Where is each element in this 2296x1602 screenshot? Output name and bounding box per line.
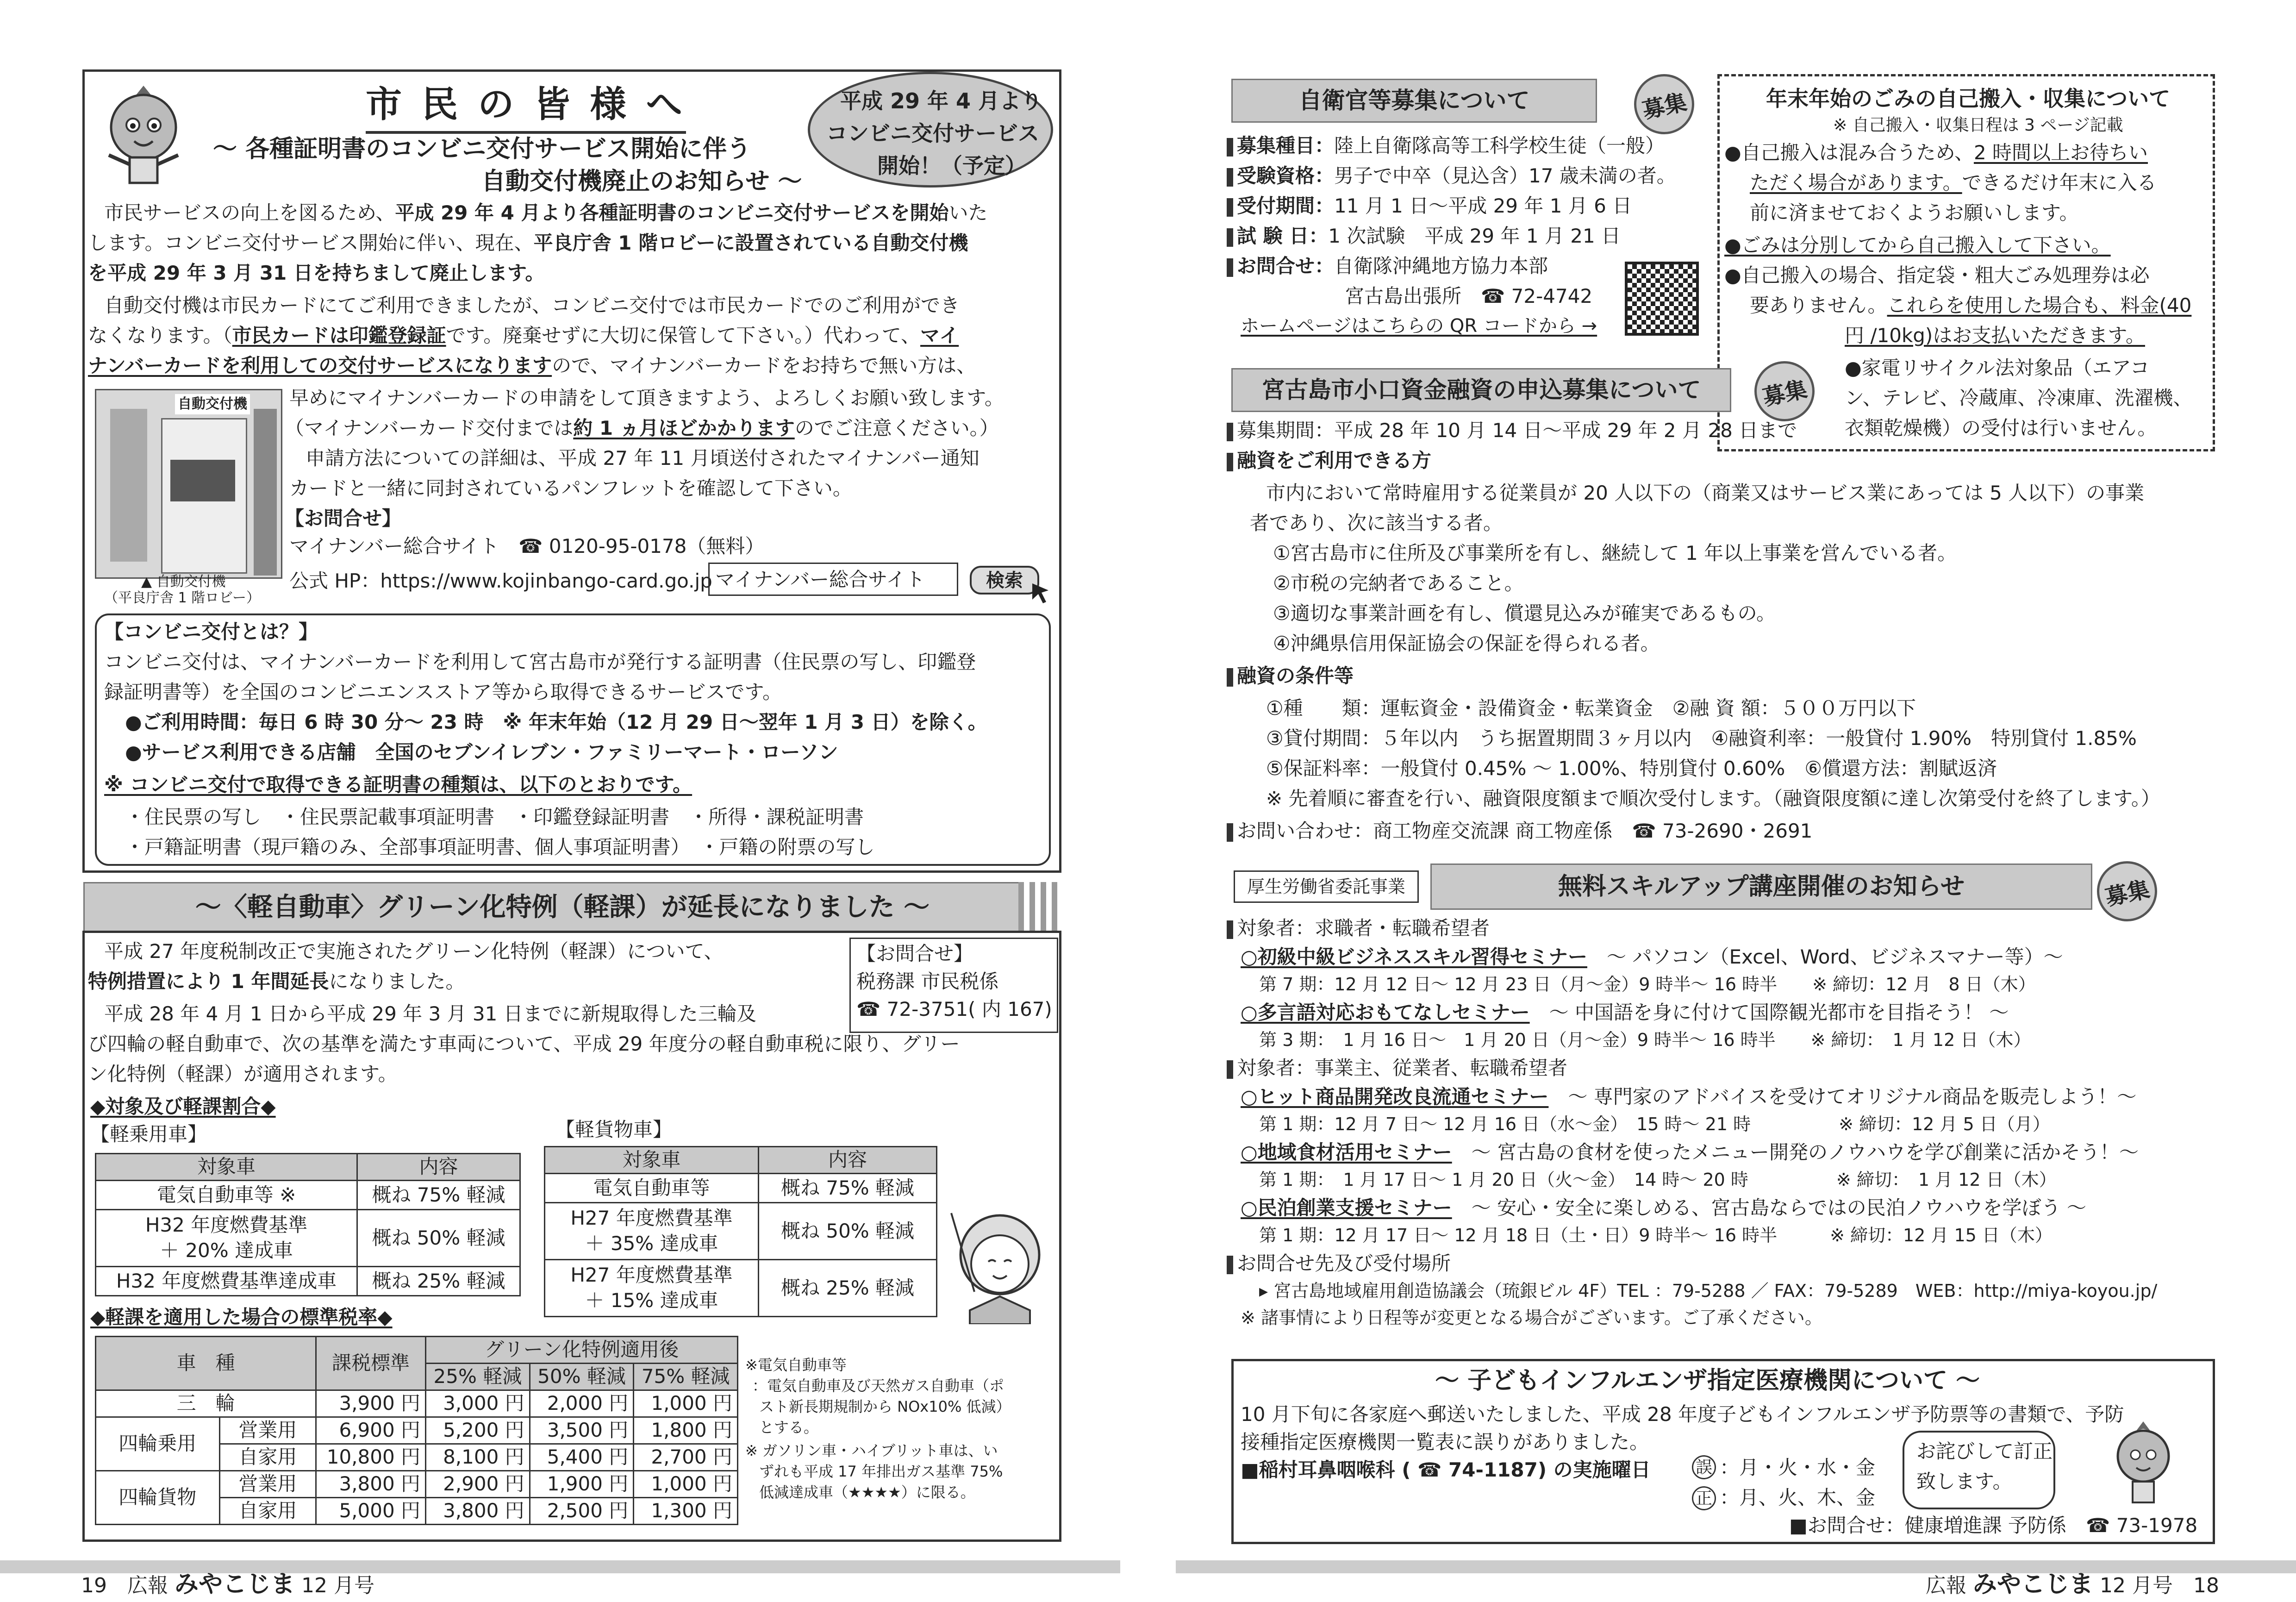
th-50: 50% 軽減: [530, 1364, 634, 1390]
contact-heading: 【お問合せ】: [285, 507, 402, 530]
table-cell: 2,700 円: [634, 1444, 738, 1471]
table-cell: 1,800 円: [634, 1417, 738, 1444]
loan-line: ④沖縄県信用保証協会の保証を得られる者。: [1273, 632, 1660, 655]
search-input[interactable]: マイナンバー総合サイト: [708, 563, 958, 596]
garbage-line: ただく場合があります。できるだけ年末に入る: [1750, 171, 2157, 194]
flu-err-badge: 誤: [1692, 1455, 1716, 1479]
flu-line-2: 接種指定医療機関一覧表に誤りがありました。: [1241, 1431, 1649, 1453]
loan-conditions-heading: 融資の条件等: [1227, 662, 1354, 690]
audience-heading: 対象者：求職者・転職希望者: [1227, 914, 1490, 943]
jsdf-heading: 自衛官等募集について: [1231, 79, 1597, 123]
table-cell: 5,000 円: [316, 1498, 426, 1525]
loan-contact: お問い合わせ：商工物産交流課 商工物産係 ☎ 73-2690・2691: [1227, 817, 1812, 845]
table-cell: 概ね 75% 軽減: [357, 1181, 520, 1210]
garbage-line: ●ごみは分別してから自己搬入して下さい。: [1724, 234, 2111, 257]
conv-cert-types: ※ コンビニ交付で取得できる証明書の種類は、以下のとおりです。: [104, 773, 693, 796]
table-cell: 3,800 円: [426, 1498, 530, 1525]
kiosk-photo: [95, 389, 282, 579]
notice-para-10: カードと一緒に同封されているパンフレットを確認して下さい。: [289, 477, 852, 500]
table-cell: 5,400 円: [530, 1444, 634, 1471]
recruit-stamp: 募集: [2091, 856, 2163, 927]
th-green: グリーン化特例適用後: [426, 1337, 738, 1364]
table-cell: H32 年度燃費基準 ＋ 20% 達成車: [96, 1210, 357, 1267]
jsdf-row: 募集種目：陸上自衛隊高等工科学校生徒（一般）: [1227, 132, 1665, 160]
note-6: ずれも平成 17 年排出ガス基準 75%: [759, 1463, 1003, 1480]
table-cell: 三 輪: [96, 1390, 316, 1417]
callout-line-3: 開始！（予定）: [877, 153, 1026, 178]
table-cell: 四輪乗用: [96, 1417, 220, 1471]
seminar-detail: 第 1 期： 1 月 17 日～ 1 月 20 日（火～金） 14 時～ 20 時 ※ 締切： 1 月 12 日（木）: [1259, 1170, 2057, 1190]
loan-line: 者であり、次に該当する者。: [1250, 512, 1503, 534]
table-cell: 1,000 円: [634, 1390, 738, 1417]
table-cell: H27 年度燃費基準 ＋ 15% 達成車: [545, 1260, 759, 1317]
table-cell: 6,900 円: [316, 1417, 426, 1444]
th-content: 内容: [759, 1147, 937, 1174]
th-tax-base: 課税標準: [316, 1337, 426, 1390]
table-cell: 5,200 円: [426, 1417, 530, 1444]
seminar-detail: 第 1 期：12 月 7 日～ 12 月 16 日（水～金） 15 時～ 21 時 ※ 締切：12 月 5 日（月）: [1259, 1114, 2050, 1134]
apology-line-2: 致します。: [1916, 1470, 2012, 1493]
notice-subtitle-2: 自動交付機廃止のお知らせ ～: [481, 168, 802, 195]
notice-para-4: 自動交付機は市民カードにてご利用できましたが、コンビニ交付では市民カードでのご利用ができ: [104, 294, 960, 317]
notice-para-8: （マイナンバーカード交付までは約 1 ヵ月ほどかかりますのでご注意ください。）: [285, 417, 999, 439]
flu-heading: ～ 子どもインフルエンザ指定医療機関について ～: [1435, 1367, 1980, 1395]
right-footer: 広報 みやこじま 12 月号 18: [1926, 1571, 2219, 1598]
cargo-table: [544, 1146, 937, 1317]
loan-line: ①種 類：運転資金・設備資金・転業資金 ②融 資 額：５００万円以下: [1266, 697, 1916, 720]
table-cell: 1,900 円: [530, 1471, 634, 1498]
garbage-line: 衣類乾燥機）の受付は行いません。: [1845, 417, 2157, 439]
loan-heading: 宮古島市小口資金融資の申込募集について: [1231, 368, 1731, 412]
table-cell: 営業用: [219, 1471, 316, 1498]
girl-illustration-icon: [942, 1204, 1053, 1324]
passenger-heading: 【軽乗用車】: [90, 1123, 207, 1145]
seminar-detail: ▸ 宮古島地域雇用創造協議会（琉銀ビル 4F）TEL ：79-5288 ／ FAX：79-5289 WEB：http://miya-koyou.jp/: [1259, 1281, 2158, 1301]
flu-err-days: ：月・火・水・金: [1720, 1456, 1876, 1479]
seminar-title: ○ヒット商品開発改良流通セミナー ～ 専門家のアドバイスを受けてオリジナル商品を販売しよう！～: [1241, 1085, 2137, 1108]
jsdf-row: 受付期間：11 月 1 日～平成 29 年 1 月 6 日: [1227, 192, 1632, 220]
note-2: ：電気自動車及び天然ガス自動車（ポ: [752, 1377, 1004, 1395]
garbage-line: 円 /10kg)はお支払いただきます。: [1845, 324, 2145, 347]
recruit-stamp: 募集: [1628, 69, 1700, 140]
table-cell: 電気自動車等 ※: [96, 1181, 357, 1210]
rate-table: [95, 1336, 738, 1525]
table-cell: 電気自動車等: [545, 1174, 759, 1203]
recruit-stamp: 募集: [1749, 356, 1820, 427]
loan-line: 市内において常時雇用する従業員が 20 人以下の（商業又はサービス業にあっては 5 人以下）の事業: [1266, 482, 2145, 504]
notice-para-2: します。コンビニ交付サービス開始に伴い、現在、平良庁舎 1 階ロビーに設置されている自動交付機: [88, 232, 968, 254]
garbage-line: 要ありません。これらを使用した場合も、料金(40: [1750, 294, 2192, 317]
conv-line-1: コンビニ交付は、マイナンバーカードを利用して宮古島市が発行する証明書（住民票の写し、印鑑登: [104, 651, 976, 673]
note-7: 低減達成車（★★★★）に限る。: [759, 1483, 975, 1501]
note-1: ※電気自動車等: [745, 1356, 847, 1374]
notice-para-6: ナンバーカードを利用しての交付サービスになりますので、マイナンバーカードをお持ちで無い方は、: [88, 354, 976, 377]
flu-line-1: 10 月下旬に各家庭へ郵送いたしました、平成 28 年度子どもインフルエンザ予防票等の書類で、予防: [1241, 1403, 2124, 1426]
loan-line: ※ 先着順に審査を行い、融資限度額まで順次受付します。（融資限度額に達し次第受付を終了します。）: [1266, 787, 2160, 810]
photo-caption-2: （平良庁舎 1 階ロビー）: [104, 590, 260, 606]
table-cell: 自家用: [219, 1498, 316, 1525]
seminar-title: ○民泊創業支援セミナー ～ 安心・安全に楽しめる、宮古島ならではの民泊ノウハウを学ぼう ～: [1241, 1196, 2086, 1219]
conv-certs-1: ・住民票の写し ・住民票記載事項証明書 ・印鑑登録証明書 ・所得・課税証明書: [125, 806, 864, 828]
heading-stripes: [1018, 882, 1060, 933]
notice-title: 市 民 の 皆 様 へ: [366, 79, 686, 134]
table-cell: 1,300 円: [634, 1498, 738, 1525]
note-5: ※ ガソリン車・ハイブリット車は、い: [745, 1442, 998, 1459]
skill-tag: 厚生労働省委託事業: [1234, 870, 1419, 903]
table-cell: 2,900 円: [426, 1471, 530, 1498]
flu-ok-badge: 正: [1692, 1486, 1716, 1510]
target-heading: ◆対象及び軽課割合◆: [90, 1095, 276, 1118]
jsdf-row: 受験資格：男子で中卒（見込含）17 歳未満の者。: [1227, 162, 1676, 190]
table-cell: 自家用: [219, 1444, 316, 1471]
loan-eligible-heading: 融資をご利用できる方: [1227, 447, 1431, 475]
qr-code-icon[interactable]: [1625, 262, 1699, 336]
kei-contact-2: 税務課 市民税係: [856, 970, 999, 993]
conv-certs-2: ・戸籍証明書（現戸籍のみ、全部事項証明書、個人事項証明書） ・戸籍の附票の写し: [125, 836, 875, 858]
callout-line-2: コンビニ交付サービス: [826, 121, 1039, 146]
loan-line: ⑤保証料率：一般貸付 0.45% ～ 1.00%、特別貸付 0.60% ⑥償還方法：割賦返済: [1266, 757, 1997, 780]
kei-para-2: 特例措置により 1 年間延長になりました。: [88, 970, 465, 993]
seminar-title: ○多言語対応おもてなしセミナー ～ 中国語を身に付けて国際観光都市を目指そう！ ～: [1241, 1001, 2009, 1024]
th-75: 75% 軽減: [634, 1364, 738, 1390]
left-footer: 19 広報 みやこじま 12 月号: [81, 1571, 374, 1598]
garbage-heading: 年末年始のごみの自己搬入・収集について: [1766, 86, 2171, 111]
note-4: とする。: [759, 1419, 819, 1436]
kei-para-5: ン化特例（軽課）が適用されます。: [88, 1063, 398, 1085]
mascot-icon: [2104, 1417, 2183, 1509]
garbage-line: 前に済ませておくようお願いします。: [1750, 201, 2079, 224]
th-25: 25% 軽減: [426, 1364, 530, 1390]
search-button[interactable]: 検索: [970, 566, 1039, 594]
jsdf-qr-link[interactable]: ホームページはこちらの QR コードから →: [1241, 315, 1597, 337]
loan-line: ③貸付期間：５年以内 うち据置期間３ヶ月以内 ④融資利率：一般貸付 1.90% 特別貸付 1.85%: [1266, 727, 2137, 750]
notice-para-3: を平成 29 年 3 月 31 日を持ちまして廃止します。: [88, 262, 545, 284]
conv-heading: 【コンビニ交付とは？】: [104, 620, 318, 643]
th-target: 対象車: [96, 1154, 357, 1181]
table-cell: 3,800 円: [316, 1471, 426, 1498]
table-cell: 概ね 50% 軽減: [759, 1203, 937, 1260]
garbage-line: ●家電リサイクル法対象品（エアコ: [1845, 357, 2150, 379]
table-cell: H27 年度燃費基準 ＋ 35% 達成車: [545, 1203, 759, 1260]
photo-caption-1: ▲ 自動交付機: [141, 574, 226, 590]
th-car-type: 車 種: [96, 1337, 316, 1390]
kei-car-heading: ～〈軽自動車〉グリーン化特例（軽課）が延長になりました ～: [83, 882, 1042, 933]
loan-period: 募集期間：平成 28 年 10 月 14 日～平成 29 年 2 月 28 日まで: [1227, 417, 1797, 445]
notice-para-1: 市民サービスの向上を図るため、平成 29 年 4 月より各種証明書のコンビニ交付サービスを開始いた: [104, 201, 988, 224]
audience-heading: お問合せ先及び受付場所: [1227, 1250, 1451, 1278]
garbage-line: ●自己搬入の場合、指定袋・粗大ごみ処理券は必: [1724, 264, 2150, 287]
table-cell: 1,000 円: [634, 1471, 738, 1498]
flu-ok-days: ：月、火、木、金: [1720, 1486, 1876, 1509]
contact-website: 公式 HP：https://www.kojinbango-card.go.jp: [289, 569, 712, 592]
seminar-title: ○初級中級ビジネススキル習得セミナー ～ パソコン（Excel、Word、ビジネスマナー等）～: [1241, 945, 2063, 968]
table-cell: 2,500 円: [530, 1498, 634, 1525]
conv-hours: ●ご利用時間：毎日 6 時 30 分～ 23 時 ※ 年末年始（12 月 29 日～翌年 1 月 3 日）を除く。: [125, 711, 987, 733]
contact-mynumber: マイナンバー総合サイト ☎ 0120-95-0178（無料）: [289, 535, 765, 557]
seminar-title: ○地域食材活用セミナー ～ 宮古島の食材を使ったメニュー開発のノウハウを学び創業に活かそう！～: [1241, 1141, 2139, 1164]
cargo-heading: 【軽貨物車】: [555, 1118, 673, 1141]
seminar-detail: 第 7 期：12 月 12 日～ 12 月 23 日（月～金）9 時半～ 16 時半 ※ 締切：12 月 8 日（木）: [1259, 974, 2036, 995]
callout-line-1: 平成 29 年 4 月より: [840, 88, 1042, 113]
rate-heading: ◆軽課を適用した場合の標準税率◆: [90, 1306, 393, 1328]
table-cell: H32 年度燃費基準達成車: [96, 1267, 357, 1296]
table-cell: 概ね 75% 軽減: [759, 1174, 937, 1203]
table-cell: 3,000 円: [426, 1390, 530, 1417]
jsdf-row: お問合せ：自衛隊沖縄地方協力本部: [1227, 252, 1548, 281]
jsdf-office: 宮古島出張所 ☎ 72-4742: [1345, 285, 1593, 307]
table-cell: 概ね 25% 軽減: [759, 1260, 937, 1317]
conv-stores: ●サービス利用できる店舗 全国のセブンイレブン・ファミリーマート・ローソン: [125, 741, 838, 763]
notice-para-5: なくなります。（市民カードは印鑑登録証です。廃棄せずに大切に保管して下さい。）代わって、マイ: [88, 324, 959, 347]
notice-para-7: 早めにマイナンバーカードの申請をして頂きますよう、よろしくお願い致します。: [289, 387, 1004, 409]
kei-contact-1: 【お問合せ】: [856, 942, 973, 965]
seminar-detail: 第 1 期：12 月 17 日～ 12 月 18 日（土・日）9 時半～ 16 時半 ※ 締切：12 月 15 日（木）: [1259, 1225, 2053, 1245]
loan-line: ①宮古島市に住所及び事業所を有し、継続して 1 年以上事業を営んでいる者。: [1273, 542, 1957, 564]
skill-heading: 無料スキルアップ講座開催のお知らせ: [1430, 864, 2092, 910]
table-cell: 概ね 50% 軽減: [357, 1210, 520, 1267]
cursor-icon: [1030, 581, 1053, 604]
note-3: スト新長期規制から NOx10% 低減）: [759, 1398, 1011, 1415]
kei-para-1: 平成 27 年度税制改正で実施されたグリーン化特例（軽課）について、: [104, 940, 724, 963]
loan-line: ③適切な事業計画を有し、償還見込みが確実であるもの。: [1273, 602, 1776, 625]
kiosk-photo-label: 自動交付機: [175, 394, 250, 414]
seminar-detail: 第 3 期： 1 月 16 日～ 1 月 20 日（月～金）9 時半～ 16 時半 ※ 締切： 1 月 12 日（木）: [1259, 1030, 2031, 1050]
mascot-icon: [90, 76, 197, 192]
garbage-line: ン、テレビ、冷蔵庫、冷凍庫、洗濯機、: [1845, 387, 2193, 409]
kei-contact-3: ☎ 72-3751( 内 167): [856, 998, 1052, 1020]
jsdf-row: 試 験 日：1 次試験 平成 29 年 1 月 21 日: [1227, 222, 1621, 250]
garbage-subheading: ※ 自己搬入・収集日程は 3 ページ記載: [1833, 116, 2123, 135]
kei-para-4: び四輪の軽自動車で、次の基準を満たす車両について、平成 29 年度分の軽自動車税に限り、グリー: [88, 1033, 960, 1055]
loan-line: ②市税の完納者であること。: [1273, 572, 1524, 594]
th-target: 対象車: [545, 1147, 759, 1174]
conv-line-2: 録証明書等）を全国のコンビニエンスストア等から取得できるサービスです。: [104, 681, 782, 703]
th-content: 内容: [357, 1154, 520, 1181]
passenger-table: [95, 1153, 521, 1296]
flu-clinic: ■稲村耳鼻咽喉科 ( ☎ 74-1187) の実施曜日: [1241, 1458, 1651, 1481]
table-cell: 3,900 円: [316, 1390, 426, 1417]
notice-subtitle-1: ～ 各種証明書のコンビニ交付サービス開始に伴う: [213, 135, 751, 163]
flu-contact: ■お問合せ：健康増進課 予防係 ☎ 73-1978: [1789, 1514, 2198, 1537]
notice-para-9: 申請方法についての詳細は、平成 27 年 11 月頃送付されたマイナンバー通知: [306, 447, 980, 469]
table-cell: 営業用: [219, 1417, 316, 1444]
table-cell: 2,000 円: [530, 1390, 634, 1417]
apology-line-1: お詫びして訂正: [1916, 1440, 2053, 1463]
table-cell: 概ね 25% 軽減: [357, 1267, 520, 1296]
seminar-detail: ※ 諸事情により日程等が変更となる場合がございます。ご了承ください。: [1241, 1308, 1822, 1328]
table-cell: 10,800 円: [316, 1444, 426, 1471]
table-cell: 8,100 円: [426, 1444, 530, 1471]
table-cell: 四輪貨物: [96, 1471, 220, 1525]
garbage-line: ●自己搬入は混み合うため、2 時間以上お待ちい: [1724, 141, 2148, 164]
audience-heading: 対象者：事業主、従業者、転職希望者: [1227, 1054, 1567, 1083]
table-cell: 3,500 円: [530, 1417, 634, 1444]
kei-para-3: 平成 28 年 4 月 1 日から平成 29 年 3 月 31 日までに新規取得した三輪及: [104, 1002, 756, 1025]
